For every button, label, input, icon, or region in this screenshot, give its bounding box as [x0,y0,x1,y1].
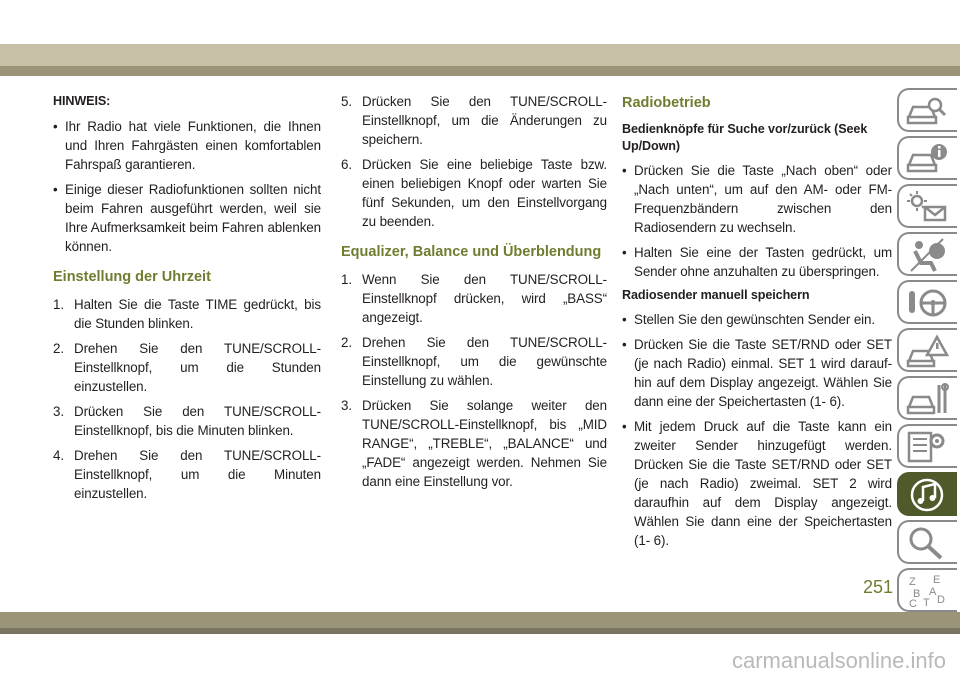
step-item [53,339,321,396]
preset-bullet-text: Drücken Sie die Taste SET/RND oder SET (je nach Radio) einmal. SET 1 wird darauf-hin auf dem Display angezeigt. Wählen Sie dann eine der Speichertasten (1- 6). [634,337,892,409]
car-info-icon [905,141,949,177]
footer-band [0,612,960,628]
column-2 [341,92,607,497]
chapter-tab-7[interactable] [897,376,957,420]
bullet-mark: • [622,337,627,352]
step-number: 4. [53,448,64,463]
preset-bullet [622,417,892,550]
index-letter: B [913,588,921,600]
step-item [53,295,321,333]
seek-bullet [622,161,892,237]
index-letter: C [909,598,917,609]
index-letter: A [929,586,937,598]
footer-band-shadow [0,628,960,634]
header-band-shadow [0,66,960,76]
magnifier-icon [905,525,949,561]
step-text: Drücken Sie den TUNE/SCROLL-Einstellknopf, bis die Minuten blinken. [74,404,321,438]
car-warning-triangle-icon [905,333,949,369]
sub-title-presets: Radiosender manuell speichern [622,288,810,302]
list-gear-icon [905,429,949,465]
index-letter: Z [909,576,916,588]
bullet-mark: • [622,312,627,327]
step-number: 6. [341,157,352,172]
step-text: Wenn Sie den TUNE/SCROLL-Einstellknopf drücken, wird „BASS“ angezeigt. [362,272,607,325]
section-title-radio: Radiobetrieb [622,95,711,111]
step-text: Drehen Sie den TUNE/SCROLL-Einstellknopf, um die gewünschte Einstellung zu wählen. [362,335,607,388]
watermark: carmanualsonline.info [731,648,946,673]
index-letter: D [937,594,945,606]
step-text: Drücken Sie eine beliebige Taste bzw. einen beliebigen Knopf oder warten Sie fünf Sekunden, um den Einstellvorgang zu beenden. [362,157,607,229]
bullet-mark: • [622,245,627,260]
index-letter: E [933,574,941,586]
warning-light-message-icon [905,189,949,225]
preset-bullet [622,335,892,411]
chapter-tab-5[interactable] [897,280,957,324]
chapter-tab-2[interactable] [897,136,957,180]
seek-bullet-text: Halten Sie eine der Tasten gedrückt, um Sender ohne anzuhalten zu überspringen. [634,245,892,279]
airbag-seat-icon [905,237,949,273]
chapter-tab-3[interactable] [897,184,957,228]
note-title: HINWEIS: [53,94,111,108]
step-text: Drehen Sie den TUNE/SCROLL-Einstellknopf, um die Stunden einzustellen. [74,341,321,394]
chapter-tab-10[interactable] [897,520,957,564]
steering-wheel-key-icon [905,285,949,321]
preset-bullet [622,310,892,329]
note-bullet [53,117,321,174]
preset-bullet-text: Stellen Sie den gewünschten Sender ein. [634,312,876,327]
step-number: 1. [53,297,64,312]
chapter-tab-1[interactable] [897,88,957,132]
chapter-tab-9-active[interactable] [897,472,957,516]
step-item [341,92,607,149]
column-1 [53,92,321,509]
step-item [341,270,607,327]
step-number: 1. [341,272,352,287]
seek-bullet-text: Drücken Sie die Taste „Nach oben“ oder „Nach unten“, um auf den AM- oder FM-Frequenzbändern zwischen den Radiosendern zu wechseln. [634,163,892,235]
chapter-tab-11[interactable] [897,568,957,612]
page-number: 251 [862,577,894,597]
note-bullet-text: Einige dieser Radiofunktionen sollten nicht beim Fahren ausgeführt werden, weil sie Ihre Aufmerksamkeit beim Fahren ablenken können. [65,182,321,254]
car-tools-icon [905,381,949,417]
step-item [341,155,607,231]
step-text: Halten Sie die Taste TIME gedrückt, bis die Stunden blinken. [74,297,321,331]
bullet-mark: • [53,182,58,197]
bullet-mark: • [622,419,627,434]
seek-bullet [622,243,892,281]
header-band [0,44,960,66]
note-bullet-text: Ihr Radio hat viele Funktionen, die Ihnen und Ihren Fahrgästen einen komfortablen Fahrspaß garantieren. [65,119,321,172]
step-number: 2. [53,341,64,356]
music-note-icon [905,477,949,513]
column-3 [622,92,892,556]
step-number: 3. [341,398,352,413]
step-text: Drücken Sie solange weiter den TUNE/SCROLL-Einstellknopf, bis „MID RANGE“, „TREBLE“, „BALANCE“ und „FADE“ angezeigt werden. Nehmen Sie dann eine Einstellung vor. [362,398,607,489]
chapter-tab-6[interactable] [897,328,957,372]
section-title-clock: Einstellung der Uhrzeit [53,269,211,285]
sub-title-seek: Bedienknöpfe für Suche vor/zurück (Seek Up/Down) [622,122,868,153]
section-title-equalizer: Equalizer, Balance und Überblendung [341,244,602,260]
preset-bullet-text: Mit jedem Druck auf die Taste kann ein zweiter Sender hinzugefügt werden. Drücken Sie die Taste SET/RND oder SET (je nach Radio) zweimal. SET 2 wird daraufhin auf dem Display angezeigt. Wählen Sie dann eine der Speichertasten (1- 6). [634,419,892,548]
chapter-tab-4[interactable] [897,232,957,276]
step-text: Drehen Sie den TUNE/SCROLL-Einstellknopf, um die Minuten einzustellen. [74,448,321,501]
step-number: 3. [53,404,64,419]
step-item [341,333,607,390]
step-number: 2. [341,335,352,350]
bullet-mark: • [53,119,58,134]
index-letter: T [923,597,930,609]
chapter-tab-8[interactable] [897,424,957,468]
bullet-mark: • [622,163,627,178]
car-search-icon [905,93,949,129]
note-bullet [53,180,321,256]
step-item [53,402,321,440]
step-item [341,396,607,491]
step-text: Drücken Sie den TUNE/SCROLL-Einstellknopf, um die Änderungen zu speichern. [362,94,607,147]
step-item [53,446,321,503]
step-number: 5. [341,94,352,109]
alphabet-index-icon [905,573,949,609]
